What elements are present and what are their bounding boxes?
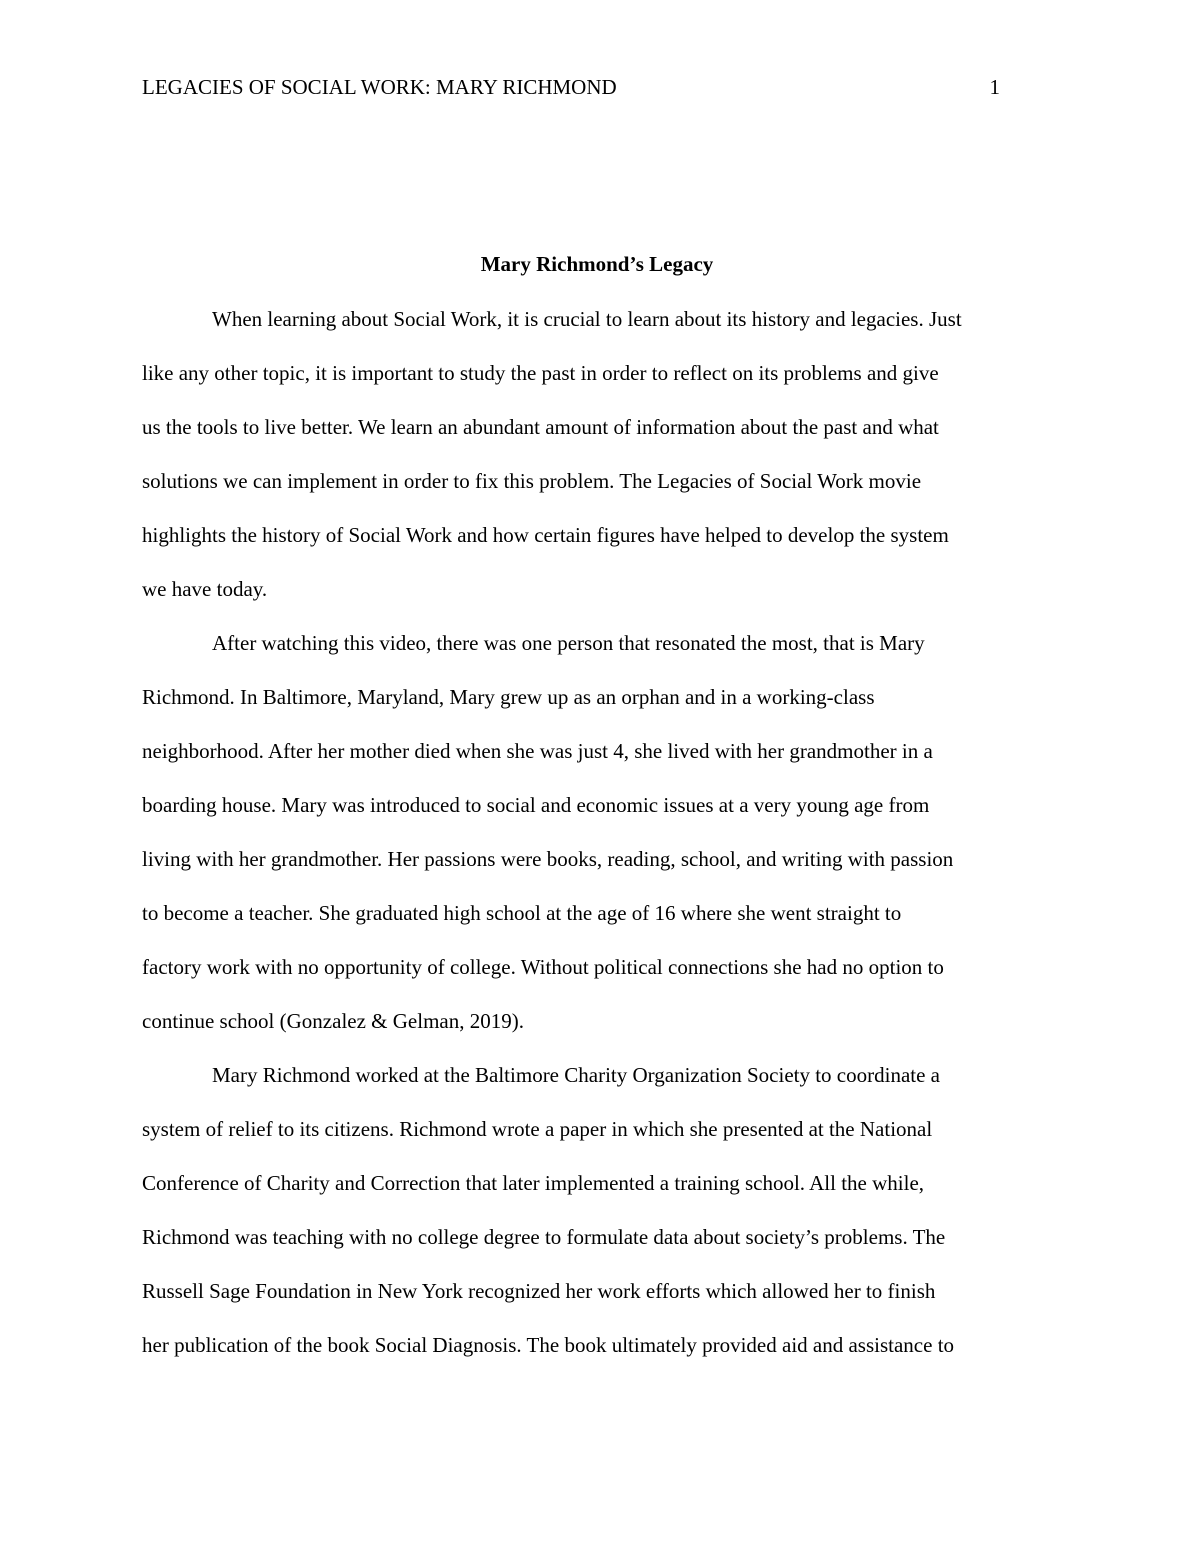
- paragraph-2-line: factory work with no opportunity of college. Without political connections she had no option to: [142, 955, 944, 979]
- paper-title: Mary Richmond’s Legacy: [480, 252, 714, 276]
- running-head: [142, 73, 1000, 101]
- paragraph-2-line: After watching this video, there was one person that resonated the most, that is Mary: [212, 631, 925, 655]
- paragraph-1-line: solutions we can implement in order to fix this problem. The Legacies of Social Work movie: [142, 469, 922, 493]
- paragraph-2-line: neighborhood. After her mother died when she was just 4, she lived with her grandmother in a: [142, 739, 933, 763]
- paragraph-1-line: us the tools to live better. We learn an abundant amount of information about the past and what: [142, 415, 939, 439]
- running-head-title: LEGACIES OF SOCIAL WORK: MARY RICHMOND: [142, 75, 617, 99]
- paragraph-2-line: Richmond. In Baltimore, Maryland, Mary grew up as an orphan and in a working-class: [142, 685, 875, 709]
- paragraph-3-line: Conference of Charity and Correction that later implemented a training school. All the while,: [142, 1171, 925, 1195]
- paragraph-2-line: to become a teacher. She graduated high school at the age of 16 where she went straight to: [142, 901, 902, 925]
- paragraph-3-line: her publication of the book Social Diagnosis. The book ultimately provided aid and assistance to: [142, 1333, 955, 1357]
- paragraph-3-line: Richmond was teaching with no college degree to formulate data about society’s problems. The: [142, 1225, 946, 1249]
- body-text: [142, 292, 1056, 1372]
- page-number: 1: [989, 75, 1000, 99]
- paragraph-2-line: continue school (Gonzalez & Gelman, 2019).: [142, 1009, 524, 1033]
- paragraph-1-line: When learning about Social Work, it is crucial to learn about its history and legacies. Just: [212, 307, 962, 331]
- paragraph-3-line: Mary Richmond worked at the Baltimore Charity Organization Society to coordinate a: [212, 1063, 941, 1087]
- paragraph-3-line: system of relief to its citizens. Richmond wrote a paper in which she presented at the National: [142, 1117, 933, 1141]
- paragraph-1-line: we have today.: [142, 577, 268, 601]
- paragraph-3-line: Russell Sage Foundation in New York recognized her work efforts which allowed her to finish: [142, 1279, 936, 1303]
- paragraph-1-line: highlights the history of Social Work and how certain figures have helped to develop the system: [142, 523, 949, 547]
- paragraph-2-line: boarding house. Mary was introduced to social and economic issues at a very young age from: [142, 793, 930, 817]
- paragraph-1-line: like any other topic, it is important to study the past in order to reflect on its problems and give: [142, 361, 939, 385]
- paragraph-2-line: living with her grandmother. Her passions were books, reading, school, and writing with passion: [142, 847, 954, 871]
